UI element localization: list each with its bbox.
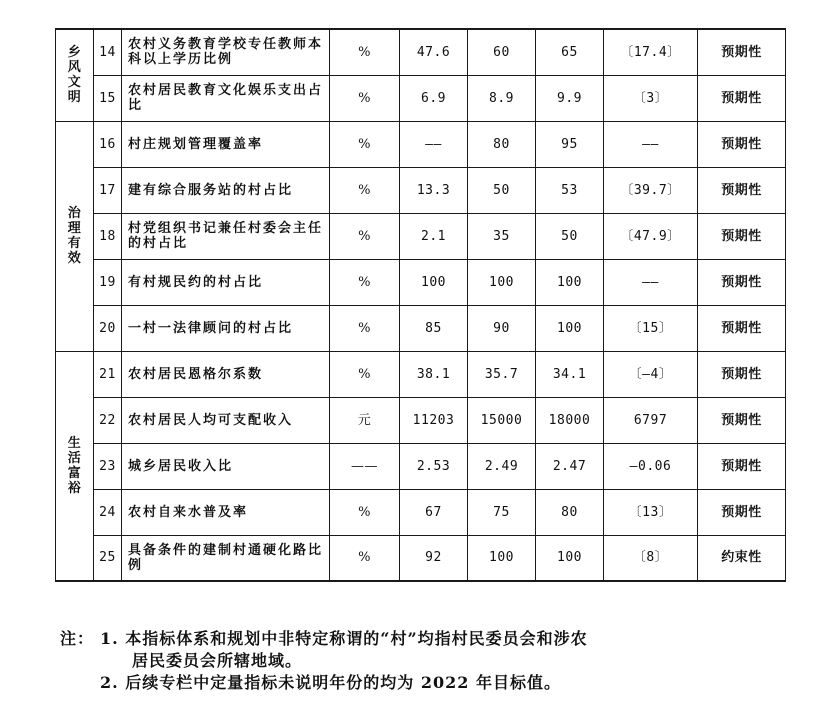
table-row <box>56 305 786 351</box>
base-value: 6.9 <box>400 75 468 121</box>
table-row <box>56 397 786 443</box>
target-2022: 18000 <box>536 397 604 443</box>
attribute-cell: 预期性 <box>698 489 786 535</box>
target-2020: 80 <box>468 121 536 167</box>
base-value: 100 <box>400 259 468 305</box>
indicator-name: 农村自来水普及率 <box>122 489 330 535</box>
footnote-2 <box>60 672 820 694</box>
table-row <box>56 535 786 581</box>
target-2020: 35.7 <box>468 351 536 397</box>
unit-cell: % <box>330 535 400 581</box>
change-value: 〔47.9〕 <box>604 213 698 259</box>
row-number: 24 <box>94 489 122 535</box>
table-row <box>56 351 786 397</box>
row-number: 23 <box>94 443 122 489</box>
indicator-name: 农村居民恩格尔系数 <box>122 351 330 397</box>
unit-cell: % <box>330 259 400 305</box>
base-value: 2.53 <box>400 443 468 489</box>
target-2022: 95 <box>536 121 604 167</box>
table-row <box>56 443 786 489</box>
footnote-prefix: 注： <box>60 629 95 648</box>
unit-cell: % <box>330 121 400 167</box>
footnote-1 <box>60 628 820 650</box>
row-number: 15 <box>94 75 122 121</box>
base-value: 47.6 <box>400 29 468 75</box>
change-value: 〔39.7〕 <box>604 167 698 213</box>
change-value: —— <box>604 259 698 305</box>
attribute-cell: 预期性 <box>698 167 786 213</box>
indicator-name: 农村居民教育文化娱乐支出占比 <box>122 75 330 121</box>
base-value: 67 <box>400 489 468 535</box>
category-label: 乡风文明 <box>67 45 82 106</box>
attribute-cell: 预期性 <box>698 75 786 121</box>
target-2020: 2.49 <box>468 443 536 489</box>
base-value: 2.1 <box>400 213 468 259</box>
unit-cell: % <box>330 75 400 121</box>
target-2022: 80 <box>536 489 604 535</box>
footnotes <box>60 628 820 694</box>
table-row <box>56 489 786 535</box>
base-value: 11203 <box>400 397 468 443</box>
target-2022: 65 <box>536 29 604 75</box>
base-value: —— <box>400 121 468 167</box>
row-number: 21 <box>94 351 122 397</box>
indicator-table <box>55 28 786 582</box>
table-row <box>56 29 786 75</box>
row-number: 14 <box>94 29 122 75</box>
indicator-name: 建有综合服务站的村占比 <box>122 167 330 213</box>
attribute-cell: 约束性 <box>698 535 786 581</box>
table-row <box>56 259 786 305</box>
table-row <box>56 213 786 259</box>
target-2022: 34.1 <box>536 351 604 397</box>
base-value: 85 <box>400 305 468 351</box>
target-2020: 50 <box>468 167 536 213</box>
indicator-name: 农村义务教育学校专任教师本科以上学历比例 <box>122 29 330 75</box>
row-number: 19 <box>94 259 122 305</box>
category-label: 生活富裕 <box>67 435 82 496</box>
footnote-1-cont-text: 居民委员会所辖地域。 <box>132 651 303 670</box>
target-2022: 2.47 <box>536 443 604 489</box>
target-2022: 53 <box>536 167 604 213</box>
indicator-name: 村庄规划管理覆盖率 <box>122 121 330 167</box>
row-number: 25 <box>94 535 122 581</box>
change-value: 〔13〕 <box>604 489 698 535</box>
table-row <box>56 121 786 167</box>
footnote-1-text: 1. 本指标体系和规划中非特定称谓的“村”均指村民委员会和涉农 <box>100 629 588 648</box>
target-2022: 9.9 <box>536 75 604 121</box>
category-cell <box>56 351 94 581</box>
footnote-1-continuation <box>60 650 820 672</box>
target-2022: 100 <box>536 259 604 305</box>
target-2020: 100 <box>468 259 536 305</box>
row-number: 18 <box>94 213 122 259</box>
category-label: 治理有效 <box>67 206 82 266</box>
target-2020: 15000 <box>468 397 536 443</box>
attribute-cell: 预期性 <box>698 121 786 167</box>
unit-cell: % <box>330 305 400 351</box>
table-row <box>56 75 786 121</box>
indicator-name: 一村一法律顾问的村占比 <box>122 305 330 351</box>
row-number: 17 <box>94 167 122 213</box>
base-value: 13.3 <box>400 167 468 213</box>
target-2020: 35 <box>468 213 536 259</box>
table-row <box>56 167 786 213</box>
target-2022: 100 <box>536 305 604 351</box>
attribute-cell: 预期性 <box>698 305 786 351</box>
target-2020: 60 <box>468 29 536 75</box>
target-2022: 50 <box>536 213 604 259</box>
category-cell <box>56 29 94 121</box>
change-value: —0.06 <box>604 443 698 489</box>
target-2020: 90 <box>468 305 536 351</box>
change-value: 〔3〕 <box>604 75 698 121</box>
indicator-table-container <box>55 28 785 582</box>
change-value: 〔8〕 <box>604 535 698 581</box>
indicator-table-body <box>56 29 786 581</box>
unit-cell: —— <box>330 443 400 489</box>
unit-cell: % <box>330 351 400 397</box>
footnote-2-text: 2. 后续专栏中定量指标未说明年份的均为 2022 年目标值。 <box>100 673 561 692</box>
indicator-name: 有村规民约的村占比 <box>122 259 330 305</box>
unit-cell: 元 <box>330 397 400 443</box>
indicator-name: 村党组织书记兼任村委会主任的村占比 <box>122 213 330 259</box>
row-number: 22 <box>94 397 122 443</box>
row-number: 16 <box>94 121 122 167</box>
attribute-cell: 预期性 <box>698 443 786 489</box>
attribute-cell: 预期性 <box>698 397 786 443</box>
base-value: 38.1 <box>400 351 468 397</box>
change-value: 〔17.4〕 <box>604 29 698 75</box>
unit-cell: % <box>330 167 400 213</box>
attribute-cell: 预期性 <box>698 351 786 397</box>
target-2020: 100 <box>468 535 536 581</box>
change-value: 〔—4〕 <box>604 351 698 397</box>
indicator-name: 城乡居民收入比 <box>122 443 330 489</box>
target-2022: 100 <box>536 535 604 581</box>
unit-cell: % <box>330 489 400 535</box>
indicator-name: 具备条件的建制村通硬化路比例 <box>122 535 330 581</box>
attribute-cell: 预期性 <box>698 259 786 305</box>
target-2020: 8.9 <box>468 75 536 121</box>
unit-cell: % <box>330 29 400 75</box>
row-number: 20 <box>94 305 122 351</box>
indicator-name: 农村居民人均可支配收入 <box>122 397 330 443</box>
change-value: 6797 <box>604 397 698 443</box>
unit-cell: % <box>330 213 400 259</box>
attribute-cell: 预期性 <box>698 29 786 75</box>
category-cell <box>56 121 94 351</box>
change-value: 〔15〕 <box>604 305 698 351</box>
target-2020: 75 <box>468 489 536 535</box>
base-value: 92 <box>400 535 468 581</box>
change-value: —— <box>604 121 698 167</box>
attribute-cell: 预期性 <box>698 213 786 259</box>
